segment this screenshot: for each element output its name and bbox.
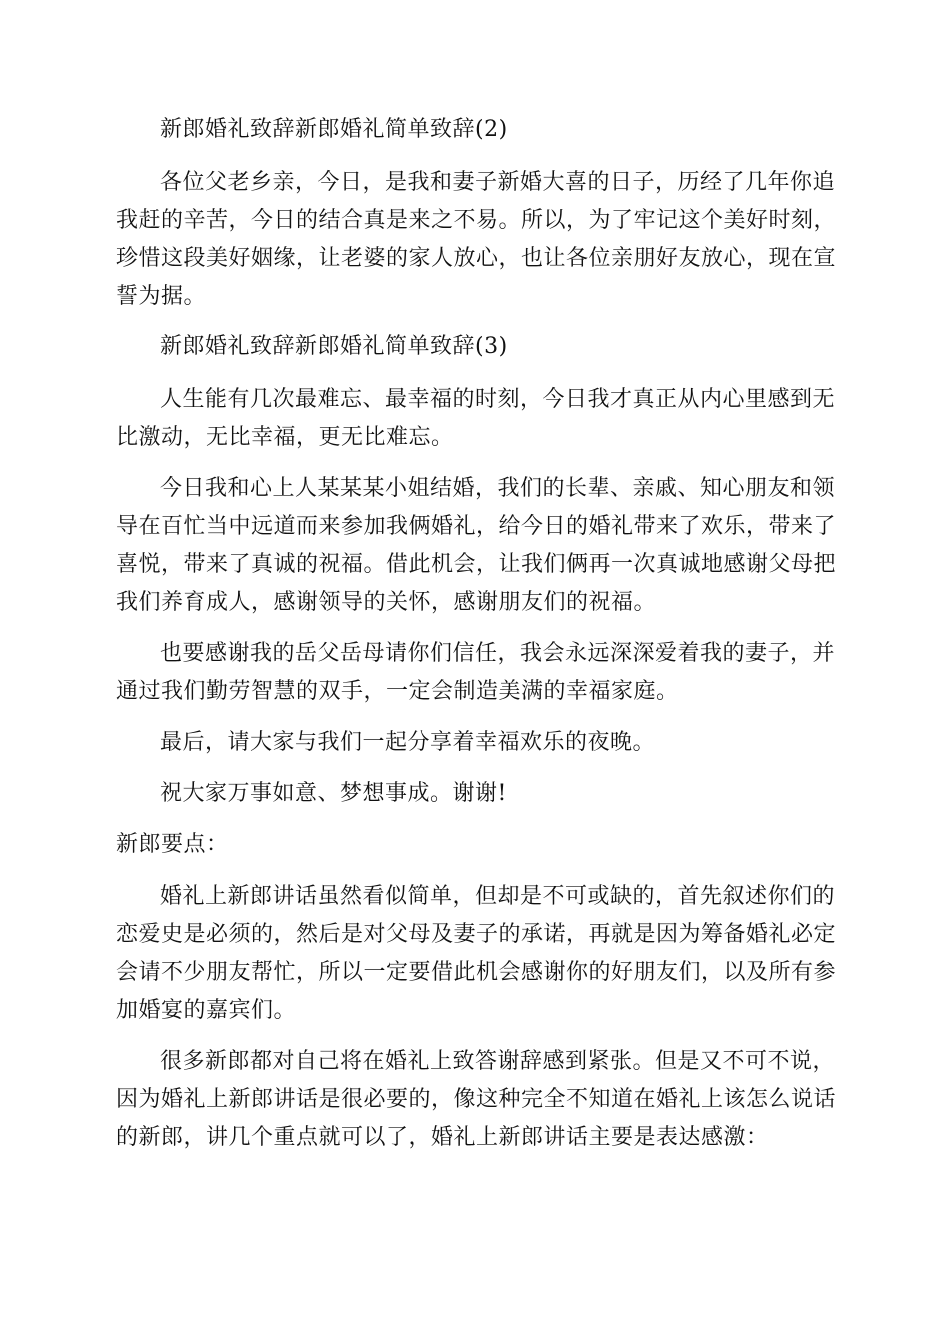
section-title-groom-tips: 新郎要点： bbox=[116, 832, 229, 857]
paragraph: 很多新郎都对自己将在婚礼上致答谢辞感到紧张。但是又不可不说，因为婚礼上新郎讲话是很必要的，像这种完全不知道在婚礼上该怎么说话的新郎，讲几个重点就可以了，婚礼上新郎讲话主要是表达感激： bbox=[116, 1049, 837, 1150]
paragraph: 祝大家万事如意、梦想事成。谢谢! bbox=[160, 781, 507, 806]
paragraph: 人生能有几次最难忘、最幸福的时刻，今日我才真正从内心里感到无比激动，无比幸福，更无比难忘。 bbox=[116, 387, 836, 450]
paragraph: 最后，请大家与我们一起分享着幸福欢乐的夜晚。 bbox=[160, 730, 656, 755]
heading-speech-2: 新郎婚礼致辞新郎婚礼简单致辞(2) bbox=[160, 117, 508, 142]
document-body bbox=[116, 112, 836, 1170]
paragraph: 各位父老乡亲，今日，是我和妻子新婚大喜的日子，历经了几年你追我赶的辛苦，今日的结合真是来之不易。所以，为了牢记这个美好时刻，珍惜这段美好姻缘，让老婆的家人放心，也让各位亲朋好友放心，现在宣誓为据。 bbox=[116, 170, 837, 309]
paragraph: 也要感谢我的岳父岳母请你们信任，我会永远深深爱着我的妻子，并通过我们勤劳智慧的双手，一定会制造美满的幸福家庭。 bbox=[116, 641, 836, 704]
paragraph: 婚礼上新郎讲话虽然看似简单，但却是不可或缺的，首先叙述你们的恋爱史是必须的，然后是对父母及妻子的承诺，再就是因为筹备婚礼必定会请不少朋友帮忙，所以一定要借此机会感谢你的好朋友们，以及所有参加婚宴的嘉宾们。 bbox=[116, 884, 837, 1023]
heading-speech-3: 新郎婚礼致辞新郎婚礼简单致辞(3) bbox=[160, 334, 508, 359]
paragraph: 今日我和心上人某某某小姐结婚，我们的长辈、亲戚、知心朋友和领导在百忙当中远道而来参加我俩婚礼，给今日的婚礼带来了欢乐，带来了喜悦，带来了真诚的祝福。借此机会，让我们俩再一次真诚地感谢父母把我们养育成人，感谢领导的关怀，感谢朋友们的祝福。 bbox=[116, 476, 837, 615]
